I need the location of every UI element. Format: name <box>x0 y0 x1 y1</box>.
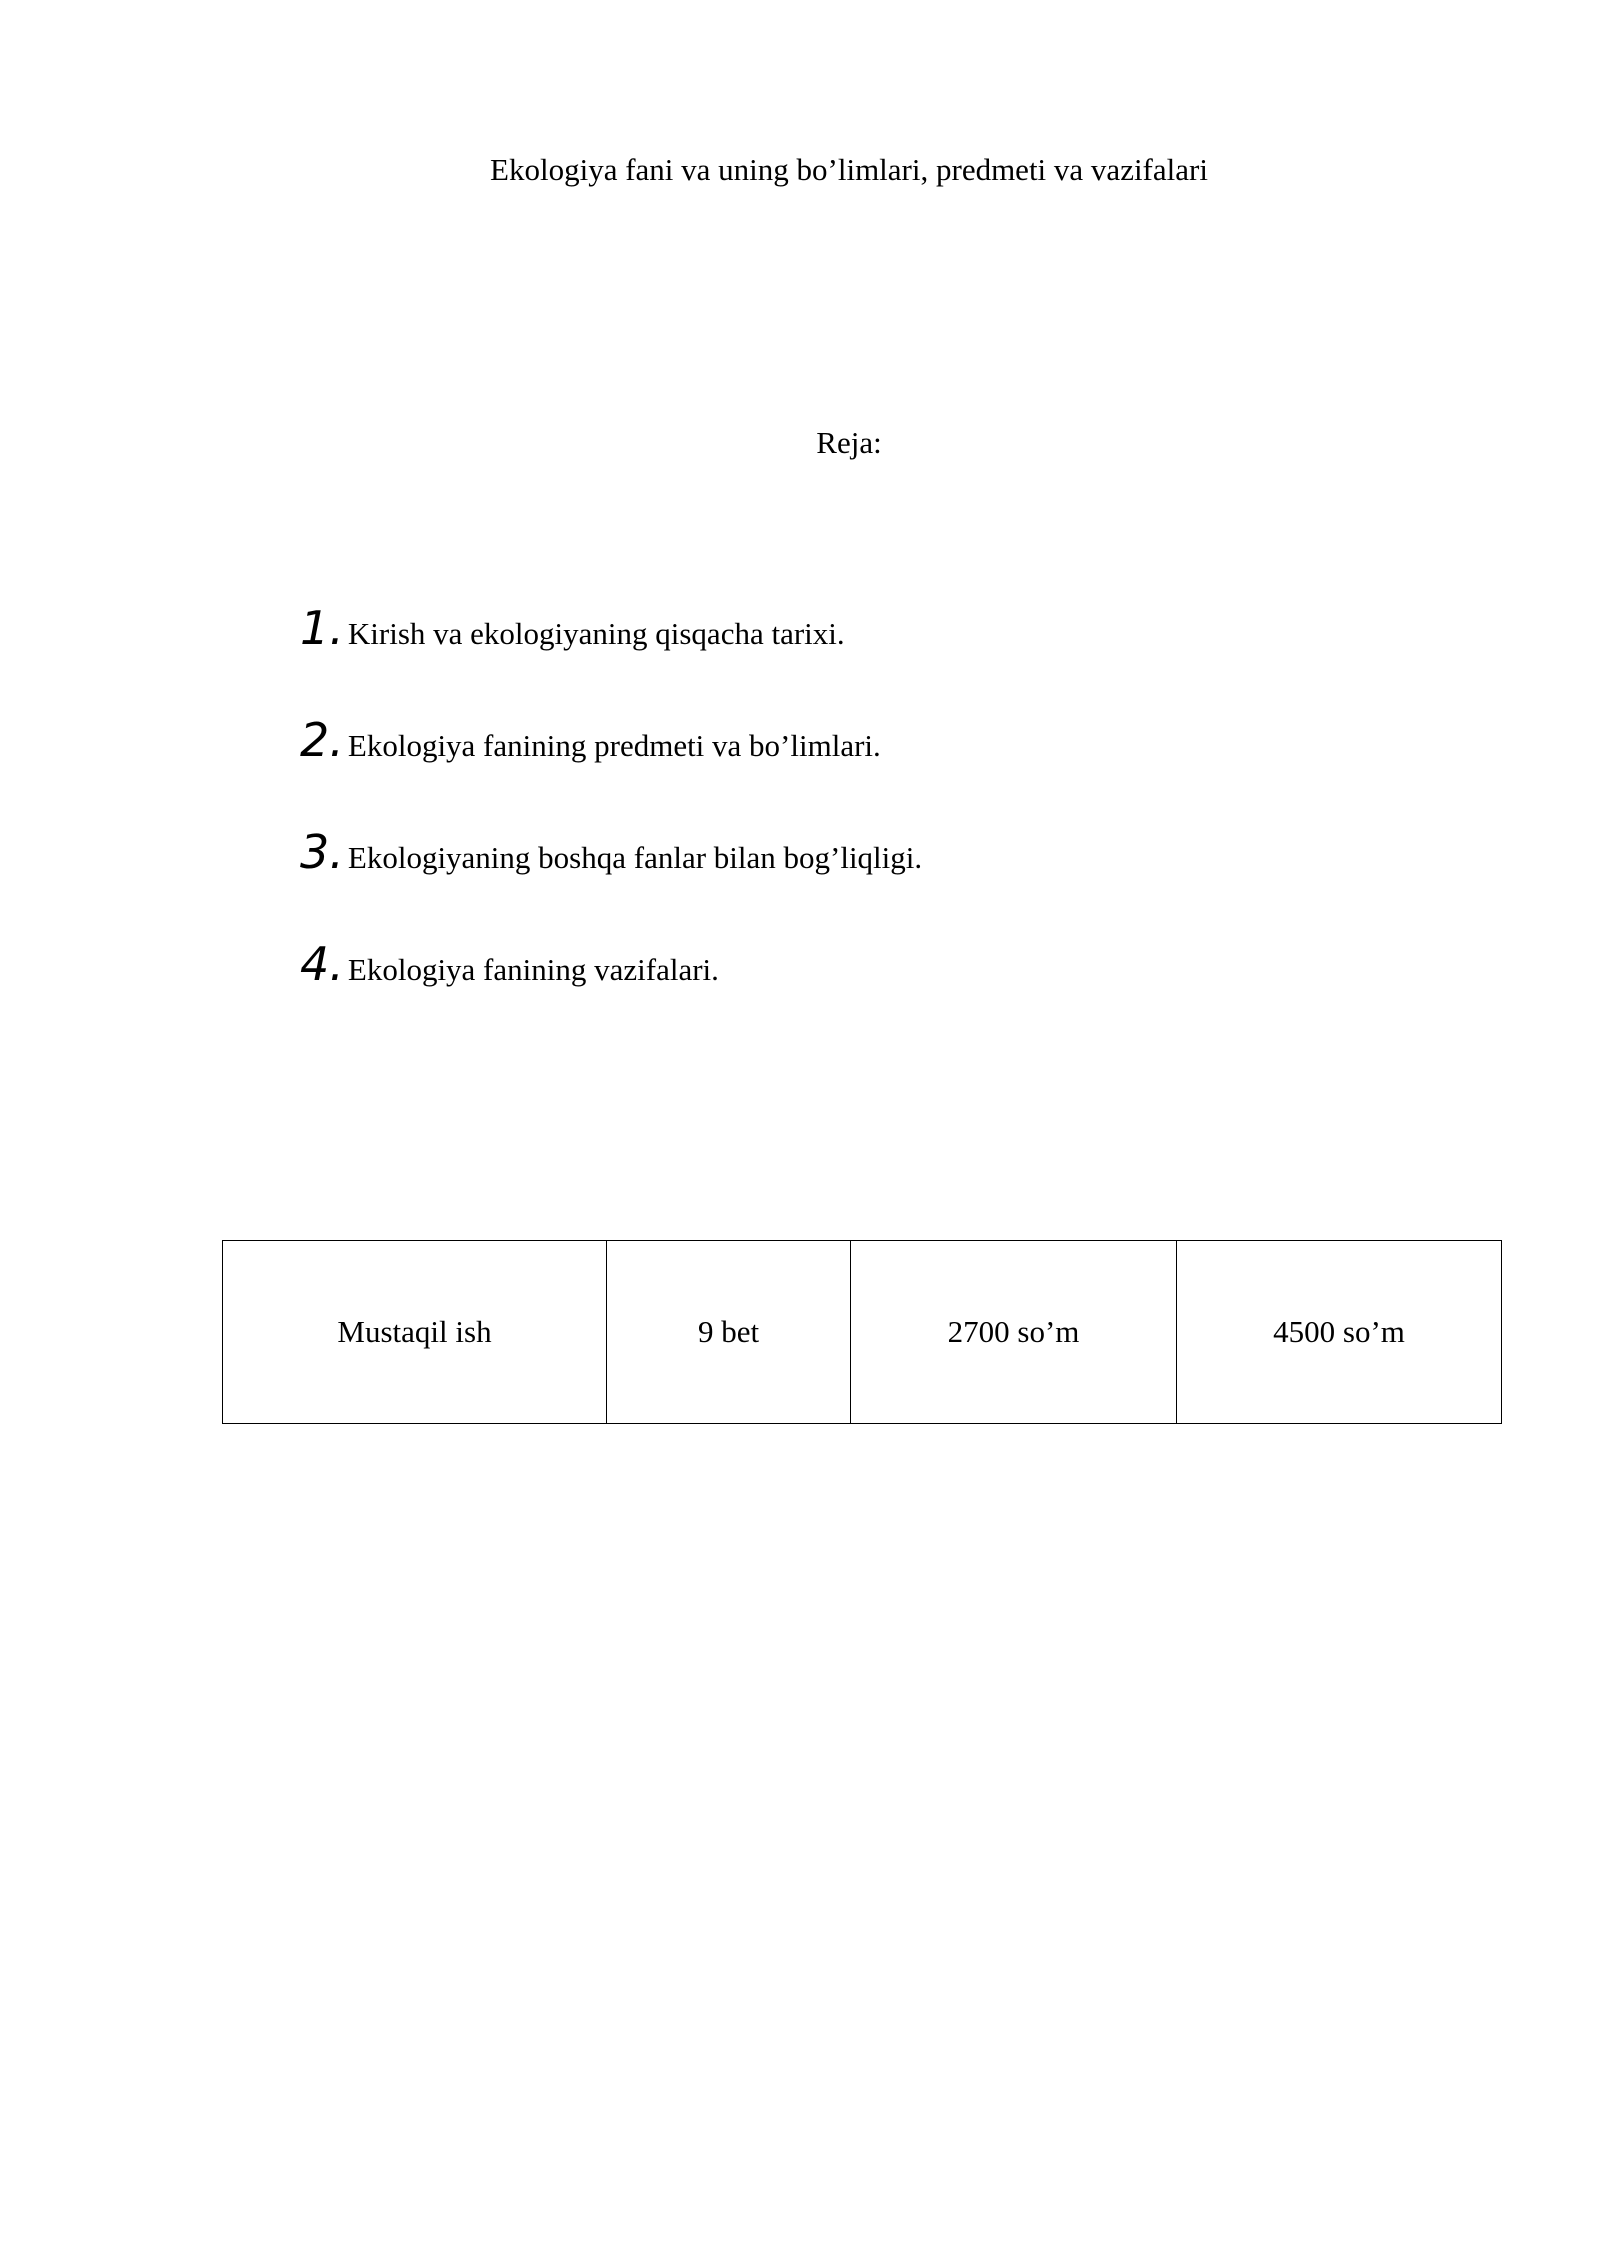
document-title: Ekologiya fani va uning bo’limlari, predmeti va vazifalari <box>490 152 1208 187</box>
plan-item-text: Ekologiya fanining vazifalari. <box>347 952 719 987</box>
plan-item-number: 2. <box>300 713 344 767</box>
plan-heading: Reja: <box>816 425 882 460</box>
plan-item-text: Ekologiyaning boshqa fanlar bilan bog’liqligi. <box>347 840 923 875</box>
plan-item-number: 1. <box>300 601 344 655</box>
plan-item <box>300 600 922 712</box>
table-cell-page-count: 9 bet <box>607 1241 851 1424</box>
table-cell-price-2: 4500 so’m <box>1177 1241 1502 1424</box>
plan-list <box>300 600 922 1048</box>
plan-item-number: 4. <box>300 937 344 991</box>
plan-item <box>300 824 922 936</box>
plan-item-text: Ekologiya fanining predmeti va bo’limlari. <box>347 728 881 763</box>
table-cell-work-type: Mustaqil ish <box>223 1241 607 1424</box>
table-cell-price-1: 2700 so’m <box>851 1241 1177 1424</box>
plan-item-number: 3. <box>300 825 344 879</box>
plan-item <box>300 936 922 1048</box>
table-row <box>223 1241 1502 1424</box>
plan-item <box>300 712 922 824</box>
price-table <box>222 1240 1502 1424</box>
plan-item-text: Kirish va ekologiyaning qisqacha tarixi. <box>347 616 845 651</box>
